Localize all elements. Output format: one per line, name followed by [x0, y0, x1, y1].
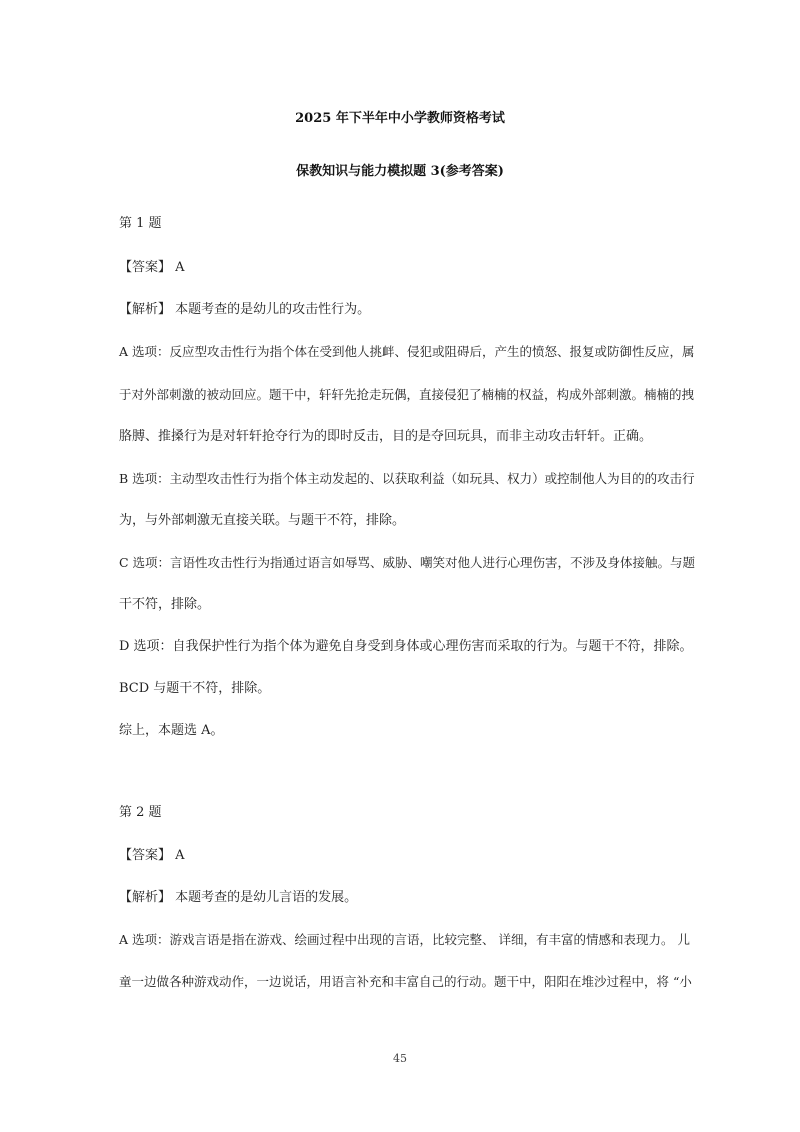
q1-option-b-line-1: B 选项：主动型攻击性行为指个体主动发起的、以获取利益（如玩具、权力）或控制他人为目的的攻击行 [119, 471, 695, 486]
q1-analysis: 【解析】 本题考查的是幼儿的攻击性行为。 [119, 302, 371, 317]
q1-conclusion: 综上，本题选 A。 [119, 723, 224, 738]
q1-option-d-line-1: D 选项：自我保护性行为指个体为避免自身受到身体或心理伤害而采取的行为。与题干不符，排除。 [119, 639, 693, 654]
q1-summary-bcd: BCD 与题干不符，排除。 [119, 681, 271, 696]
q1-option-a-line-3: 胳膊、推搡行为是对轩轩抢夺行为的即时反击，目的是夺回玩具，而非主动攻击轩轩。正确。 [119, 429, 653, 444]
q1-option-c-line-1: C 选项：言语性攻击性行为指通过语言如辱骂、威胁、嘲笑对他人进行心理伤害，不涉及身体接触。与题 [119, 555, 696, 570]
q1-option-a-line-1: A 选项：反应型攻击性行为指个体在受到他人挑衅、侵犯或阻碍后，产生的愤怒、报复或防御性反应，属 [119, 344, 695, 359]
q2-option-a-line-1: A 选项：游戏言语是指在游戏、绘画过程中出现的言语，比较完整、 详细，有丰富的情感和表现力。 儿 [119, 932, 690, 947]
q2-answer: 【答案】 A [119, 848, 185, 863]
q1-answer: 【答案】 A [119, 260, 185, 275]
page-number: 45 [393, 1052, 407, 1065]
q2-heading: 第 2 题 [119, 805, 162, 820]
q1-heading: 第 1 题 [119, 216, 162, 231]
q2-analysis: 【解析】 本题考查的是幼儿言语的发展。 [119, 890, 358, 905]
page-title: 2025 年下半年中小学教师资格考试 [295, 111, 505, 126]
q1-option-b-line-2: 为，与外部刺激无直接关联。与题干不符，排除。 [119, 513, 406, 528]
page-subtitle: 保教知识与能力模拟题 3(参考答案) [296, 164, 504, 179]
q2-option-a-line-2: 童一边做各种游戏动作，一边说话，用语言补充和丰富自己的行动。题干中，阳阳在堆沙过程中，将 “小 [119, 974, 692, 989]
q1-option-c-line-2: 干不符，排除。 [119, 597, 211, 612]
q1-option-a-line-2: 于对外部刺激的被动回应。题干中，轩轩先抢走玩偶，直接侵犯了楠楠的权益，构成外部刺激。楠楠的拽 [119, 387, 695, 402]
